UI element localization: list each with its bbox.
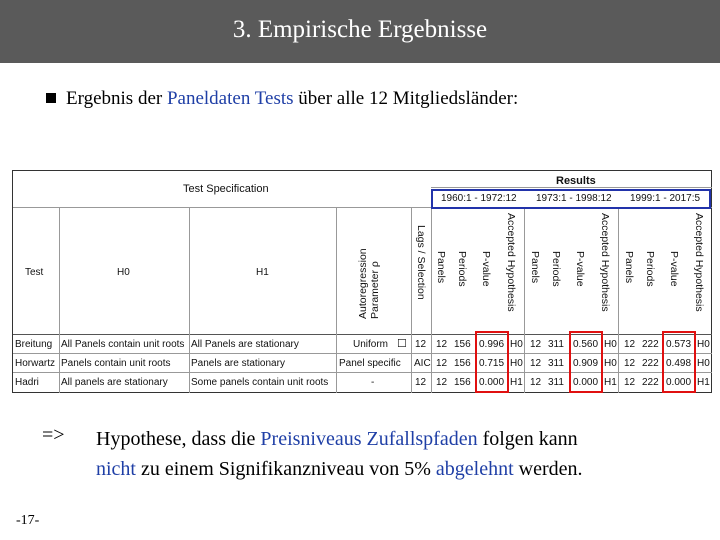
row1-p1-panels: 12 <box>436 339 448 350</box>
header-periods-1: Periods <box>456 251 468 287</box>
row1-p3-accepted: H0 <box>697 339 710 350</box>
row2-test: Horwartz <box>15 358 56 369</box>
concl-l1-highlight: Preisniveaus Zufallspfaden <box>260 428 478 450</box>
concl-l1-post: folgen kann <box>477 428 578 450</box>
row3-p1-panels: 12 <box>436 377 448 388</box>
row1-rho: Uniform <box>353 339 389 350</box>
row1-p1-periods: 156 <box>454 339 471 350</box>
row1-p3-periods: 222 <box>642 339 659 350</box>
row3-p3-panels: 12 <box>624 377 636 388</box>
row3-p2-accepted: H1 <box>604 377 617 388</box>
header-pvalue-1: P-value <box>480 251 492 287</box>
row1-p3-pvalue: 0.573 <box>666 339 692 350</box>
row1-p2-panels: 12 <box>530 339 542 350</box>
square-bullet-icon <box>46 93 56 103</box>
row3-p2-pvalue: 0.000 <box>573 377 599 388</box>
bullet-text-post: über alle 12 Mitgliedsländer: <box>293 88 519 109</box>
row3-lags: 12 <box>415 377 427 388</box>
row2-p1-pvalue: 0.715 <box>479 358 505 369</box>
row2-p3-pvalue: 0.498 <box>666 358 692 369</box>
row1-p2-accepted: H0 <box>604 339 617 350</box>
header-panels-3: Panels <box>623 251 635 284</box>
row2-p3-accepted: H0 <box>697 358 710 369</box>
row3-p1-accepted: H1 <box>510 377 523 388</box>
bullet-text-highlight: Paneldaten Tests <box>166 88 294 109</box>
header-h0: H0 <box>117 267 130 278</box>
header-panels-2: Panels <box>529 251 541 284</box>
row1-p2-periods: 311 <box>548 339 564 350</box>
results-table <box>12 170 712 393</box>
header-test: Test <box>25 267 44 278</box>
row2-h0: Panels contain unit roots <box>61 358 171 369</box>
row3-p3-accepted: H1 <box>697 377 710 388</box>
concl-l2-mid: zu einem Signifikanzniveau von 5% <box>136 458 436 480</box>
row2-lags: AIC <box>414 358 431 369</box>
row1-lags: 12 <box>415 339 427 350</box>
header-lags: Lags / Selection <box>415 225 427 300</box>
results-label: Results <box>556 175 596 187</box>
conclusion-arrow: => <box>42 424 65 446</box>
header-autoregression: Autoregression Parameter ρ <box>357 248 381 319</box>
header-panels-1: Panels <box>435 251 447 284</box>
row1-h1: All Panels are stationary <box>191 339 299 350</box>
bullet-line <box>46 88 518 110</box>
row1-p1-pvalue: 0.996 <box>479 339 505 350</box>
header-accepted-2: Accepted Hypothesis <box>599 213 611 312</box>
row2-p1-accepted: H0 <box>510 358 523 369</box>
period-3-label: 1999:1 - 2017:5 <box>630 193 701 204</box>
concl-l2-post: werden. <box>513 458 583 480</box>
slide-title: 3. Empirische Ergebnisse <box>232 16 488 43</box>
row3-p2-panels: 12 <box>530 377 542 388</box>
row1-h0: All Panels contain unit roots <box>61 339 185 350</box>
row2-p2-periods: 311 <box>548 358 564 369</box>
row3-p3-pvalue: 0.000 <box>666 377 692 388</box>
period-2-label: 1973:1 - 1998:12 <box>536 193 612 204</box>
row2-p2-panels: 12 <box>530 358 542 369</box>
row2-p3-panels: 12 <box>624 358 636 369</box>
row3-h0: All panels are stationary <box>61 377 168 388</box>
row2-p2-pvalue: 0.909 <box>573 358 599 369</box>
row1-p3-panels: 12 <box>624 339 636 350</box>
row2-p1-periods: 156 <box>454 358 471 369</box>
row1-p2-pvalue: 0.560 <box>573 339 599 350</box>
header-periods-2: Periods <box>550 251 562 287</box>
row3-h1: Some panels contain unit roots <box>191 377 329 388</box>
title-bar <box>0 0 720 63</box>
test-spec-label: Test Specification <box>183 183 269 195</box>
row2-h1: Panels are stationary <box>191 358 285 369</box>
header-periods-3: Periods <box>644 251 656 287</box>
row3-p2-periods: 311 <box>548 377 564 388</box>
row2-p3-periods: 222 <box>642 358 659 369</box>
bullet-text-pre: Ergebnis der <box>66 88 167 109</box>
header-h1: H1 <box>256 267 269 278</box>
concl-l2-highlight1: nicht <box>96 458 136 480</box>
concl-l2-highlight2: abgelehnt <box>435 458 514 480</box>
period-1-label: 1960:1 - 1972:12 <box>441 193 517 204</box>
header-accepted-1: Accepted Hypothesis <box>505 213 517 312</box>
header-pvalue-3: P-value <box>668 251 680 287</box>
row2-rho: Panel specific <box>339 358 401 369</box>
row3-p1-periods: 156 <box>454 377 471 388</box>
row3-p1-pvalue: 0.000 <box>479 377 505 388</box>
conclusion-text <box>96 424 583 484</box>
row1-p1-accepted: H0 <box>510 339 523 350</box>
row1-checkbox-icon: ☐ <box>397 338 407 350</box>
row3-rho: - <box>371 377 375 388</box>
header-accepted-3: Accepted Hypothesis <box>693 213 705 312</box>
page-number: -17- <box>16 513 40 528</box>
concl-l1-pre: Hypothese, dass die <box>96 428 261 450</box>
row3-test: Hadri <box>15 377 39 388</box>
row2-p2-accepted: H0 <box>604 358 617 369</box>
header-pvalue-2: P-value <box>574 251 586 287</box>
row1-test: Breitung <box>15 339 53 350</box>
row3-p3-periods: 222 <box>642 377 659 388</box>
row2-p1-panels: 12 <box>436 358 448 369</box>
